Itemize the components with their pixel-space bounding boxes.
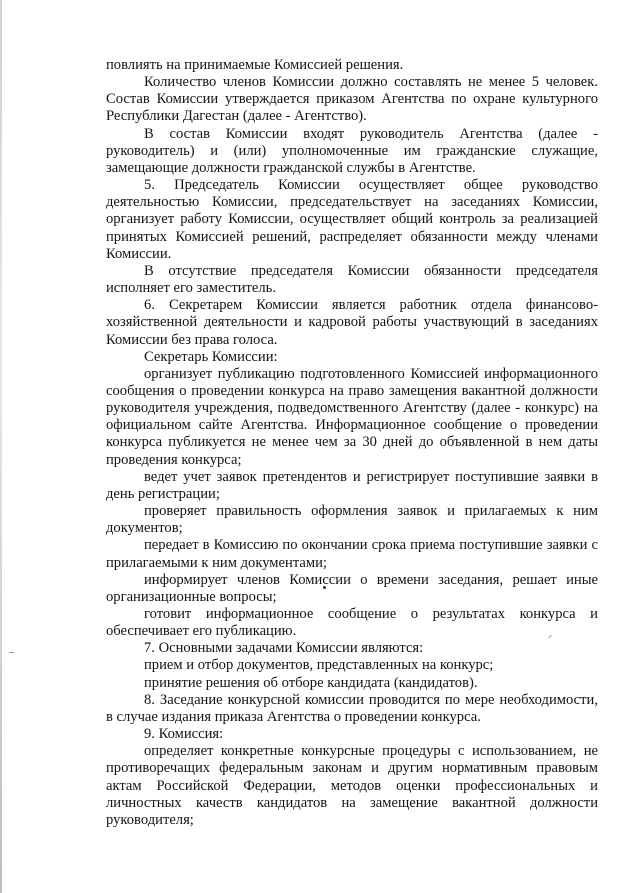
- paragraph: проверяет правильность оформления заявок и прилагаемых к ним документов;: [106, 503, 598, 537]
- scan-edge-shadow: [0, 0, 2, 893]
- paragraph: 6. Секретарем Комиссии является работник отдела финансово-хозяйственной деятельности и кадровой работы участвующий в заседаниях Комиссии без права голоса.: [106, 297, 598, 348]
- paragraph: В состав Комиссии входят руководитель Агентства (далее - руководитель) и (или) уполномоченные им гражданские служащие, замещающие должности гражданской службы в Агентстве.: [106, 125, 598, 176]
- paragraph: готовит информационное сообщение о результатах конкурса и обеспечивает его публикацию.: [106, 606, 598, 640]
- paragraph: Секретарь Комиссии:: [144, 348, 278, 365]
- paragraph: 8. Заседание конкурсной комиссии проводится по мере необходимости, в случае издания приказа Агентства о проведении конкурса.: [106, 691, 598, 725]
- paragraph: организует публикацию подготовленного Комиссией информационного сообщения о проведении конкурса на право замещения вакантной должности руководителя учреждения, подведомственного Агентству (далее - конкурс) на официальном сайте Агентства. Информационное сообщение о проведении конкурса публикуется не менее чем за 30 дней до объявленной в нем даты проведения конкурса;: [106, 365, 598, 468]
- paragraph: информирует членов Комиссии о времени заседания, решает иные организационные вопросы;: [106, 571, 598, 605]
- paragraph: 5. Председатель Комиссии осуществляет общее руководство деятельностью Комиссии, председательствует на заседаниях Комиссии, организует работу Комиссии, осуществляет общий контроль за реализацией принятых Комиссией решений, распределяет обязанности между членами Комиссии.: [106, 177, 598, 262]
- paragraph: прием и отбор документов, представленных на конкурс;: [144, 657, 494, 674]
- paragraph: 7. Основными задачами Комиссии являются:: [144, 640, 424, 657]
- paragraph: принятие решения об отборе кандидата (кандидатов).: [144, 674, 478, 691]
- paragraph: передает в Комиссию по окончании срока приема поступившие заявки с прилагаемыми к ним документами;: [106, 537, 598, 571]
- document-body: [106, 57, 598, 829]
- paragraph: Количество членов Комиссии должно составлять не менее 5 человек. Состав Комиссии утверждается приказом Агентства по охране культурного Республики Дагестан (далее - Агентство).: [106, 74, 598, 125]
- paragraph: В отсутствие председателя Комиссии обязанности председателя исполняет его заместитель.: [106, 262, 598, 297]
- scan-mark: [9, 652, 14, 653]
- paragraph: 9. Комиссия:: [144, 726, 224, 743]
- paragraph: повлиять на принимаемые Комиссией решения.: [106, 57, 404, 73]
- paragraph: определяет конкретные конкурсные процедуры с использованием, не противоречащих федеральным законам и другим нормативным правовым актам Российской Федерации, методов оценки профессиональных и личностных качеств кандидатов на замещение вакантной должности руководителя;: [106, 743, 598, 828]
- paragraph: ведет учет заявок претендентов и регистрирует поступившие заявки в день регистрации;: [106, 468, 598, 502]
